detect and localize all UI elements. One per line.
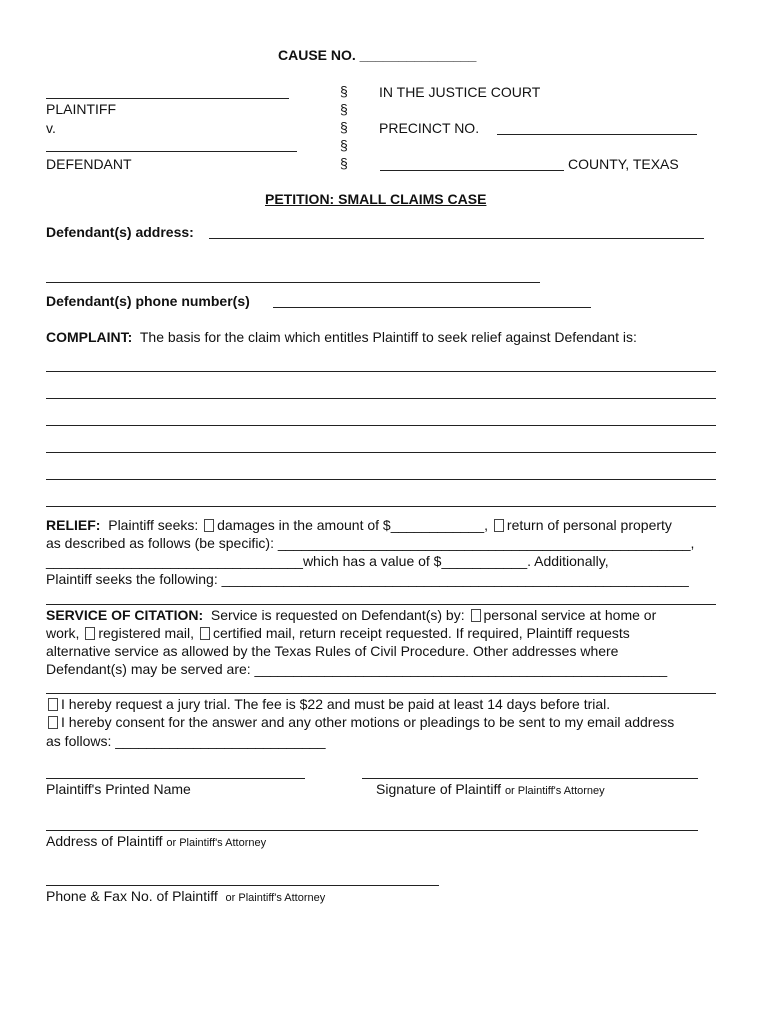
service-line-4[interactable]: Defendant(s) may be served are: _____________________________________________________ — [46, 661, 668, 677]
printed-name-line[interactable] — [46, 778, 305, 779]
address-note: or Plaintiff's Attorney — [166, 837, 267, 849]
printed-name-label: Plaintiff's Printed Name — [46, 781, 191, 797]
defendant-address-line-2[interactable] — [46, 282, 540, 283]
plaintiff-name-line[interactable] — [46, 98, 289, 99]
section-symbol: § — [340, 137, 348, 153]
service-label: SERVICE OF CITATION: — [46, 607, 204, 623]
service-extra-line[interactable] — [46, 693, 716, 694]
complaint-line[interactable] — [46, 506, 716, 507]
service-line-2 — [46, 624, 630, 642]
defendant-phone-line[interactable] — [273, 307, 591, 308]
complaint-line[interactable] — [46, 398, 716, 399]
defendant-label: DEFENDANT — [46, 156, 132, 172]
service-line-3: alternative service as allowed by the Texas Rules of Civil Procedure. Other addresses where — [46, 643, 619, 659]
relief-line-2[interactable]: as described as follows (be specific): _____________________________________________________, — [46, 535, 695, 551]
section-symbol: § — [340, 83, 348, 99]
personal-service-checkbox[interactable] — [471, 609, 481, 622]
work-text: work, — [46, 625, 80, 641]
jury-request — [46, 695, 610, 713]
defendant-address-line[interactable] — [209, 238, 704, 239]
court-label: IN THE JUSTICE COURT — [379, 84, 541, 100]
service-line-1 — [46, 606, 656, 624]
signature-note: or Plaintiff's Attorney — [504, 785, 605, 797]
defendant-address-label: Defendant(s) address: — [46, 224, 194, 240]
complaint-line[interactable] — [46, 371, 716, 372]
plaintiff-phone-line[interactable] — [46, 885, 439, 886]
defendant-name-line[interactable] — [46, 151, 297, 152]
section-symbol: § — [340, 101, 348, 117]
registered-mail-text: registered mail, — [98, 625, 195, 641]
complaint-line[interactable] — [46, 452, 716, 453]
relief-line-3[interactable]: _________________________________which has a value of $___________. Additionally, — [46, 553, 609, 569]
plaintiff-address-line[interactable] — [46, 830, 698, 831]
relief-extra-line[interactable] — [46, 604, 716, 605]
service-text: Service is requested on Defendant(s) by: — [210, 607, 465, 623]
signature-line[interactable] — [362, 778, 698, 779]
damages-text: damages in the amount of $____________, — [217, 517, 489, 533]
versus-label: v. — [46, 120, 56, 136]
certified-mail-text: certified mail, return receipt requested. If required, Plaintiff requests — [212, 625, 630, 641]
complaint-label: COMPLAINT: — [46, 329, 133, 345]
section-symbol: § — [340, 119, 348, 135]
complaint-line[interactable] — [46, 425, 716, 426]
precinct-label: PRECINCT NO. — [379, 120, 480, 136]
defendant-phone-label: Defendant(s) phone number(s) — [46, 293, 250, 309]
signature-text: Signature of Plaintiff — [376, 781, 502, 797]
phone-note: or Plaintiff's Attorney — [225, 892, 326, 904]
consent-text: I hereby consent for the answer and any other motions or pleadings to be sent to my email address — [61, 714, 675, 730]
cause-number: CAUSE NO. _______________ — [278, 47, 477, 63]
precinct-line[interactable] — [497, 134, 697, 135]
county-label: COUNTY, TEXAS — [568, 156, 679, 172]
damages-checkbox[interactable] — [204, 519, 214, 532]
jury-checkbox[interactable] — [48, 698, 58, 711]
relief-seeks: Plaintiff seeks: — [108, 517, 199, 533]
consent-checkbox[interactable] — [48, 716, 58, 729]
plaintiff-address-label — [46, 832, 266, 852]
plaintiff-phone-label — [46, 887, 325, 907]
address-text: Address of Plaintiff — [46, 833, 163, 849]
petition-title: PETITION: SMALL CLAIMS CASE — [265, 191, 487, 207]
email-consent — [46, 713, 674, 731]
jury-text: I hereby request a jury trial. The fee is $22 and must be paid at least 14 days before trial. — [61, 696, 611, 712]
certified-mail-checkbox[interactable] — [200, 627, 210, 640]
relief-line-4[interactable]: Plaintiff seeks the following: ____________________________________________________________ — [46, 571, 689, 587]
complaint-text: The basis for the claim which entitles Plaintiff to seek relief against Defendant is: — [139, 329, 637, 345]
personal-service-text: personal service at home or — [483, 607, 657, 623]
relief-label: RELIEF: — [46, 517, 101, 533]
relief-line-1 — [46, 516, 672, 534]
plaintiff-label: PLAINTIFF — [46, 101, 117, 117]
complaint-line[interactable] — [46, 479, 716, 480]
county-line[interactable] — [380, 170, 564, 171]
complaint-paragraph — [46, 328, 637, 346]
return-property-text: return of personal property — [506, 517, 672, 533]
phone-text: Phone & Fax No. of Plaintiff — [46, 888, 218, 904]
signature-label — [376, 780, 605, 800]
return-property-checkbox[interactable] — [494, 519, 504, 532]
email-address-field[interactable]: as follows: ___________________________ — [46, 733, 326, 749]
registered-mail-checkbox[interactable] — [85, 627, 95, 640]
section-symbol: § — [340, 155, 348, 171]
